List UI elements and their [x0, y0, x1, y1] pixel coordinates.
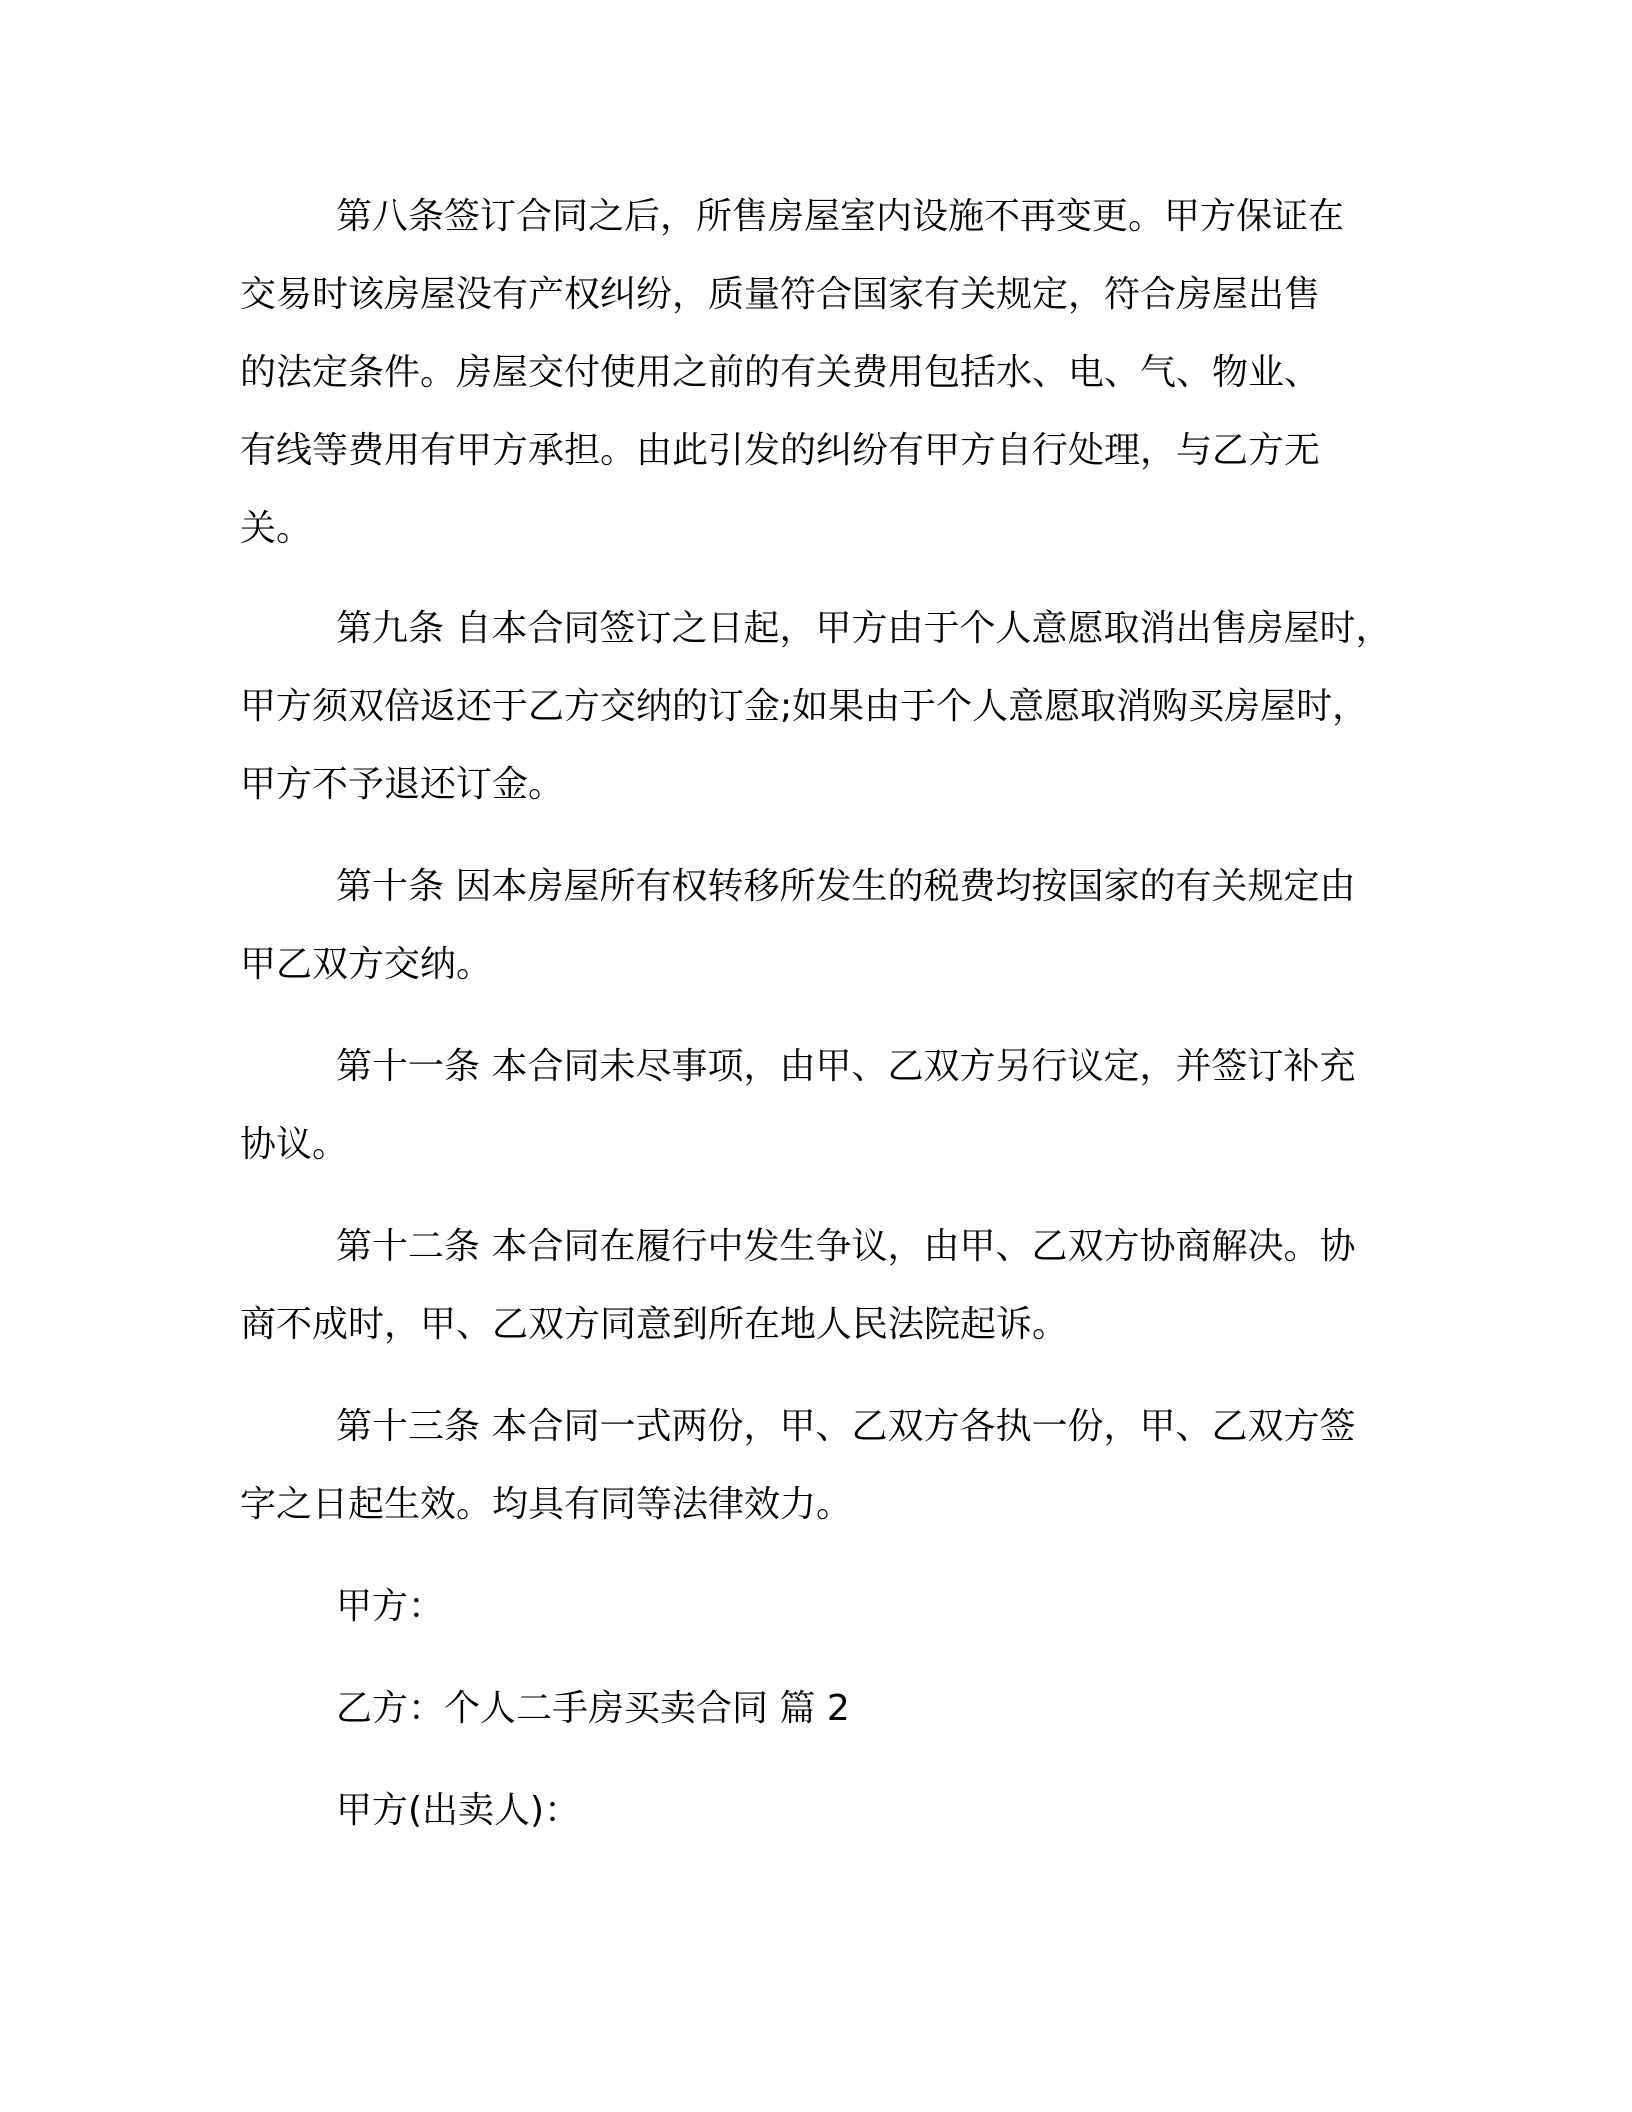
party-b-signature-line: 乙方：个人二手房买卖合同 篇 2: [336, 1688, 850, 1729]
article-11-paragraph: 第十一条 本合同未尽事项，由甲、乙双方另行议定，并签订补充 协议。: [240, 1046, 1356, 1165]
seller-signature-line: 甲方(出卖人)：: [336, 1790, 581, 1831]
article-10-paragraph: 第十条 因本房屋所有权转移所发生的税费均按国家的有关规定由 甲乙双方交纳。: [240, 866, 1356, 985]
party-a-signature-line: 甲方：: [336, 1586, 445, 1627]
article-8-paragraph: 第八条签订合同之后，所售房屋室内设施不再变更。甲方保证在 交易时该房屋没有产权纠纷，质量符合国家有关规定，符合房屋出售 的法定条件。房屋交付使用之前的有关费用包括水、电、气、物业、 有线等费用有甲方承担。由此引发的纠纷有甲方自行处理，与乙方无 关。: [240, 196, 1345, 549]
article-12-paragraph: 第十二条 本合同在履行中发生争议，由甲、乙双方协商解决。协 商不成时，甲、乙双方同意到所在地人民法院起诉。: [240, 1226, 1356, 1345]
article-9-paragraph: 第九条 自本合同签订之日起，甲方由于个人意愿取消出售房屋时， 甲方须双倍返还于乙方交纳的订金;如果由于个人意愿取消购买房屋时， 甲方不予退还订金。: [240, 608, 1392, 805]
article-13-paragraph: 第十三条 本合同一式两份，甲、乙双方各执一份，甲、乙双方签 字之日起生效。均具有同等法律效力。: [240, 1406, 1356, 1525]
